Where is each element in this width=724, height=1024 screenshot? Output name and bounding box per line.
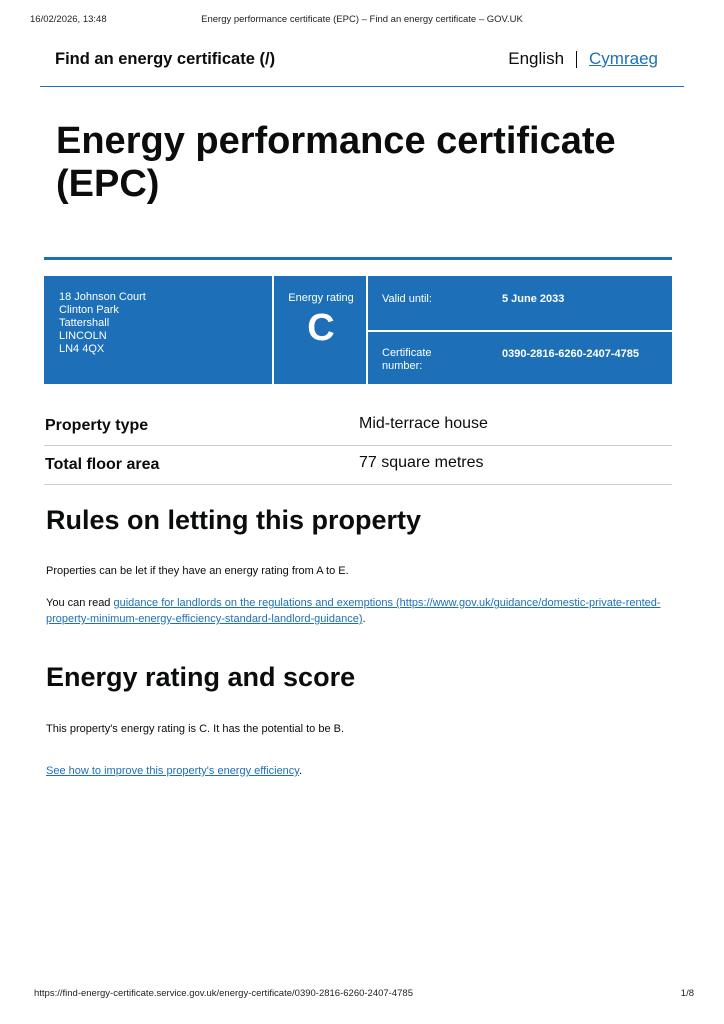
address-line: LINCOLN xyxy=(59,330,107,342)
language-switcher xyxy=(508,49,658,69)
improve-paragraph xyxy=(46,763,666,779)
service-navigation xyxy=(40,44,684,87)
rules-guidance-prefix: You can read xyxy=(46,597,114,609)
improve-link-suffix: . xyxy=(298,765,303,777)
summary-key: Property type xyxy=(45,417,149,434)
certificate-number-label: Certificate number: xyxy=(382,347,432,372)
print-footer-url: https://find-energy-certificate.service.gov.uk/energy-certificate/0390-2816-6260-2407-4785 xyxy=(34,988,413,999)
summary-row-floor-area xyxy=(44,446,672,485)
lang-welsh-link[interactable]: Cymraeg xyxy=(589,49,658,68)
landlord-guidance-link[interactable] xyxy=(46,597,661,625)
rules-guidance-suffix: . xyxy=(362,613,366,625)
page-title: Energy performance certificate (EPC) xyxy=(56,120,616,205)
valid-until-value: 5 June 2033 xyxy=(502,293,565,305)
print-footer xyxy=(34,988,694,1002)
print-page-title: Energy performance certificate (EPC) – Find an energy certificate – GOV.UK xyxy=(201,14,523,25)
summary-row-property-type xyxy=(44,407,672,446)
summary-key: Total floor area xyxy=(45,456,160,473)
improve-efficiency-link[interactable]: See how to improve this property's energy efficiency xyxy=(46,765,299,777)
rules-guidance-paragraph xyxy=(46,595,666,627)
print-header xyxy=(30,14,694,28)
print-timestamp: 16/02/2026, 13:48 xyxy=(30,14,107,25)
certificate-summary-box xyxy=(44,276,672,384)
service-name-label[interactable]: Find an energy certificate xyxy=(55,50,255,68)
certificate-top-rule xyxy=(44,257,672,260)
certificate-number-value: 0390-2816-6260-2407-4785 xyxy=(502,348,640,360)
address-line: 18 Johnson Court xyxy=(59,291,146,303)
energy-rating-heading: Energy rating and score xyxy=(46,662,356,692)
lang-divider xyxy=(576,51,577,68)
summary-value: 77 square metres xyxy=(359,454,484,471)
address-line: Tattershall xyxy=(59,317,110,329)
summary-value: Mid-terrace house xyxy=(359,415,488,432)
property-address xyxy=(44,276,274,384)
service-name[interactable] xyxy=(55,50,275,69)
valid-until-label: Valid until: xyxy=(382,293,432,305)
rules-heading: Rules on letting this property xyxy=(46,505,422,535)
energy-rating-letter: C xyxy=(307,307,335,349)
landlord-guidance-url[interactable]: (https://www.gov.uk/guidance/domestic-private-rented-property-minimum-energy-efficiency-standard-landlord-guidance) xyxy=(46,597,661,625)
energy-rating-panel xyxy=(276,276,368,384)
address-line: LN4 4QX xyxy=(59,343,105,355)
print-page-number: 1/8 xyxy=(680,988,694,999)
rules-paragraph: Properties can be let if they have an energy rating from A to E. xyxy=(46,565,349,577)
home-link[interactable]: (/) xyxy=(259,50,276,68)
certificate-number-row xyxy=(368,332,672,384)
energy-rating-paragraph: This property's energy rating is C. It has the potential to be B. xyxy=(46,723,345,735)
lang-english: English xyxy=(508,49,565,68)
landlord-guidance-link-text[interactable]: guidance for landlords on the regulations and exemptions xyxy=(113,597,393,609)
address-line: Clinton Park xyxy=(59,304,119,316)
valid-until-row xyxy=(368,276,672,332)
energy-rating-label: Energy rating xyxy=(288,292,354,304)
